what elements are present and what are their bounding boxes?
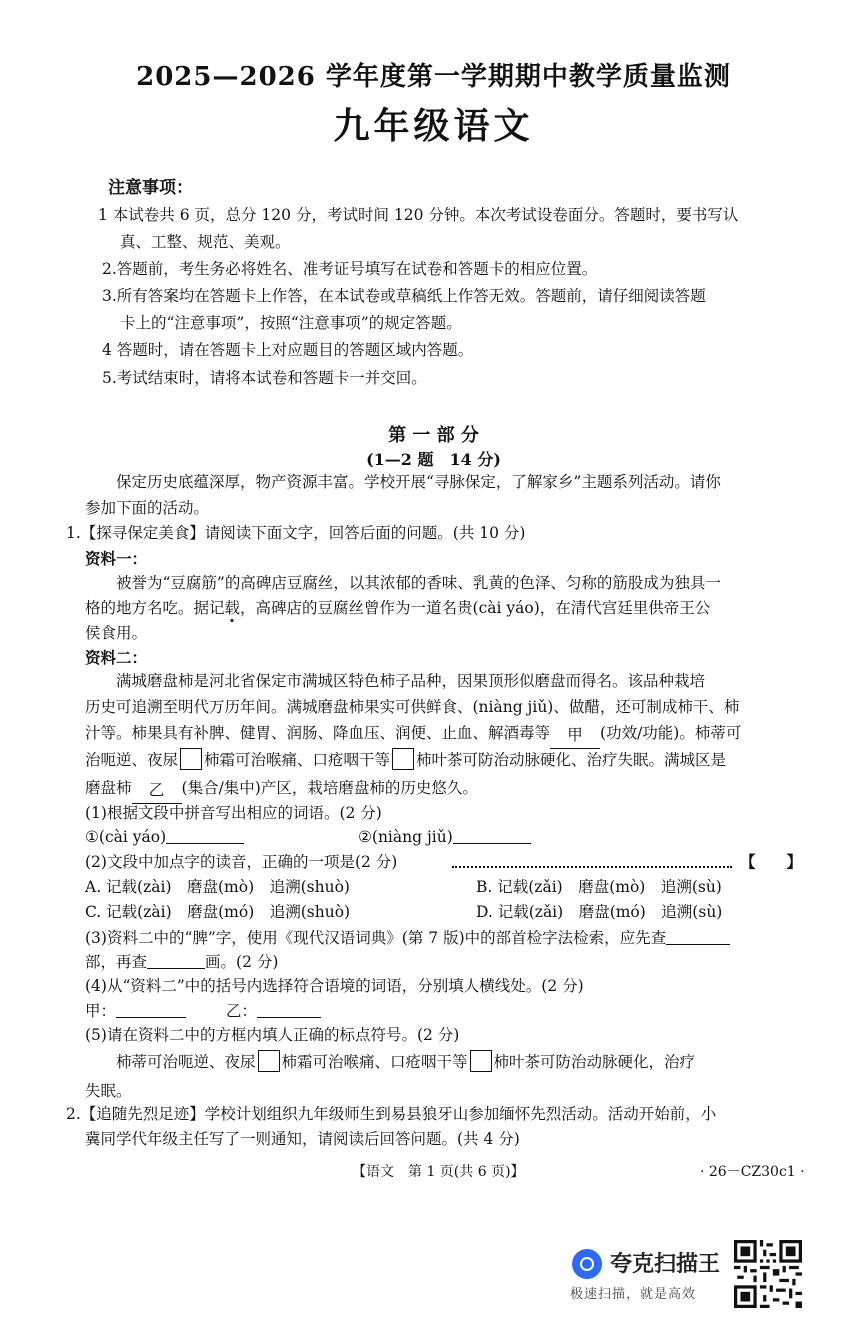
part-intro: 参加下面的活动。 xyxy=(85,499,210,517)
punctuation-box[interactable] xyxy=(180,748,202,770)
pinyin-prompt: ②(niàng jiǔ) xyxy=(358,828,453,846)
notice-line: 3.所有答案均在答题卡上作答，在本试卷或草稿纸上作答无效。答题前，请仔细阅读答题 xyxy=(102,287,706,305)
answer-line xyxy=(358,824,531,850)
qr-code-icon xyxy=(734,1240,802,1308)
answer-line xyxy=(85,998,186,1024)
option-b: B. 记载(zǎi) 磨盘(mò) 追溯(sù) xyxy=(476,878,722,896)
answer-bracket[interactable]: 【 】 xyxy=(740,852,803,871)
question-1-head: 1.【探寻保定美食】请阅读下面文字，回答后面的问题。(共 10 分) xyxy=(66,524,526,542)
quark-logo-icon xyxy=(572,1249,602,1279)
dotted-char: 载 xyxy=(224,599,241,617)
part-title: 第 一 部 分 xyxy=(388,425,479,446)
part-intro: 保定历史底蕴深厚，物产资源丰富。学校开展“寻脉保定，了解家乡”主题系列活动。请你 xyxy=(116,473,721,491)
answer-line xyxy=(85,824,244,850)
sub-question-4: (4)从“资料二”中的括号内选择符合语境的词语，分别填人横线处。(2 分) xyxy=(85,977,584,995)
material-1-text xyxy=(85,595,710,621)
notice-line: 5.考试结束时，请将本试卷和答题卡一并交回。 xyxy=(102,369,427,387)
answer-blank[interactable] xyxy=(147,968,205,969)
sub-question-2: (2)文段中加点字的读音，正确的一项是(2 分) xyxy=(85,853,398,871)
text-segment: 汁等。柿果具有补脾、健胃、润肠、降血压、润便、止血、解酒毒等 xyxy=(85,724,551,742)
pinyin-prompt: ①(cài yáo) xyxy=(85,828,167,846)
subject-title: 九年级语文 xyxy=(333,105,534,147)
text-segment: (功效/功能)。柿蒂可 xyxy=(600,724,742,742)
text-segment: 磨盘柿 xyxy=(85,779,132,797)
punctuation-box[interactable] xyxy=(258,1050,280,1072)
notice-heading: 注意事项： xyxy=(108,178,193,198)
material-1-text: 被誉为“豆腐筋”的高碑店豆腐丝，以其浓郁的香味、乳黄的色泽、匀称的筋股成为独具一 xyxy=(116,574,721,592)
material-2-text: 满城磨盘柿是河北省保定市满城区特色柿子品种，因果顶形似磨盘而得名。该品种栽培 xyxy=(116,672,706,690)
text-segment: (3)资料二中的“脾”字，使用《现代汉语词典》(第 7 版)中的部首检字法检索，应先查 xyxy=(85,929,667,947)
material-2-text xyxy=(85,747,726,773)
text-segment: 柿叶茶可防治动脉硬化，治疗 xyxy=(493,1053,696,1071)
brand-slogan: 极速扫描，就是高效 xyxy=(570,1287,697,1302)
part-range: (1—2 题 14 分) xyxy=(366,450,501,469)
text-segment: 治呃逆、夜尿 xyxy=(85,751,179,769)
blank-yi: 乙 xyxy=(132,777,182,804)
answer-blank[interactable] xyxy=(166,843,244,844)
material-2-label: 资料二： xyxy=(85,648,148,667)
blank-jia: 甲 xyxy=(550,722,600,749)
option-a: A. 记载(zài) 磨盘(mò) 追溯(shuò) xyxy=(85,878,350,896)
punctuation-line xyxy=(116,1049,695,1075)
material-2-text xyxy=(85,720,741,749)
notice-line: 真、工整、规范、美观。 xyxy=(120,233,291,251)
punctuation-line-cont: 失眠。 xyxy=(85,1082,132,1100)
answer-blank[interactable] xyxy=(257,1017,321,1018)
answer-blank[interactable] xyxy=(116,1017,186,1018)
notice-line: 2.答题前，考生务必将姓名、准考证号填写在试卷和答题卡的相应位置。 xyxy=(102,260,598,278)
sub-question-5: (5)请在资料二中的方框内填人正确的标点符号。(2 分) xyxy=(85,1026,460,1044)
text-segment: 画。(2 分) xyxy=(205,953,279,971)
sub-question-3 xyxy=(85,925,730,951)
text-segment: 格的地方名吃。据记 xyxy=(85,599,225,617)
brand-name: 夸克扫描王 xyxy=(610,1252,721,1277)
dotted-leader xyxy=(452,866,732,868)
notice-line: 4 答题时，请在答题卡上对应题目的答题区域内答题。 xyxy=(102,341,474,359)
punctuation-box[interactable] xyxy=(470,1050,492,1072)
exam-title: 2025—2026 学年度第一学期期中教学质量监测 xyxy=(136,62,731,92)
question-2-head: 2.【追随先烈足迹】学校计划组织九年级师生到易县狼牙山参加缅怀先烈活动。活动开始前，小 xyxy=(66,1105,717,1123)
text-segment: 柿叶茶可防治动脉硬化、治疗失眠。满城区是 xyxy=(416,751,727,769)
page-footer: 【语文 第 1 页(共 6 页)】 xyxy=(352,1164,525,1180)
material-1-text: 侯食用。 xyxy=(85,624,148,642)
option-d: D. 记载(zǎi) 磨盘(mó) 追溯(sù) xyxy=(476,903,723,921)
notice-line: 卡上的“注意事项”，按照“注意事项”的规定答题。 xyxy=(120,314,462,332)
text-segment: 柿霜可治喉痛、口疮咽干等 xyxy=(204,751,391,769)
label-jia: 甲： xyxy=(85,1002,117,1020)
answer-blank[interactable] xyxy=(666,944,730,945)
sub-question-3-cont xyxy=(85,949,278,975)
material-2-text: 历史可追溯至明代万历年间。满城磨盘柿果实可供鲜食、(niàng jiǔ)、做醋，还可制成柿干、柿 xyxy=(85,698,740,716)
answer-line xyxy=(226,998,321,1024)
scanner-watermark xyxy=(566,1243,726,1309)
text-segment: 柿霜可治喉痛、口疮咽干等 xyxy=(281,1053,468,1071)
text-segment: (集合/集中)产区，栽培磨盘柿的历史悠久。 xyxy=(181,779,478,797)
option-c: C. 记载(zài) 磨盘(mó) 追溯(shuò) xyxy=(85,903,351,921)
text-segment: ，高碑店的豆腐丝曾作为一道名贵(cài yáo)，在清代宫廷里供帝王公 xyxy=(240,599,711,617)
notice-line: 1 本试卷共 6 页，总分 120 分，考试时间 120 分钟。本次考试设卷面分。答题时，要书写认 xyxy=(98,206,739,224)
sub-question-1: (1)根据文段中拼音写出相应的词语。(2 分) xyxy=(85,804,382,822)
text-segment: 部，再查 xyxy=(85,953,148,971)
exam-code: · 26－CZ30c1 · xyxy=(700,1164,805,1180)
text-segment: 柿蒂可治呃逆、夜尿 xyxy=(116,1053,256,1071)
question-2-text: 冀同学代年级主任写了一则通知，请阅读后回答问题。(共 4 分) xyxy=(85,1130,520,1148)
label-yi: 乙： xyxy=(226,1002,258,1020)
punctuation-box[interactable] xyxy=(392,748,414,770)
material-1-label: 资料一： xyxy=(85,549,148,568)
answer-blank[interactable] xyxy=(453,843,531,844)
